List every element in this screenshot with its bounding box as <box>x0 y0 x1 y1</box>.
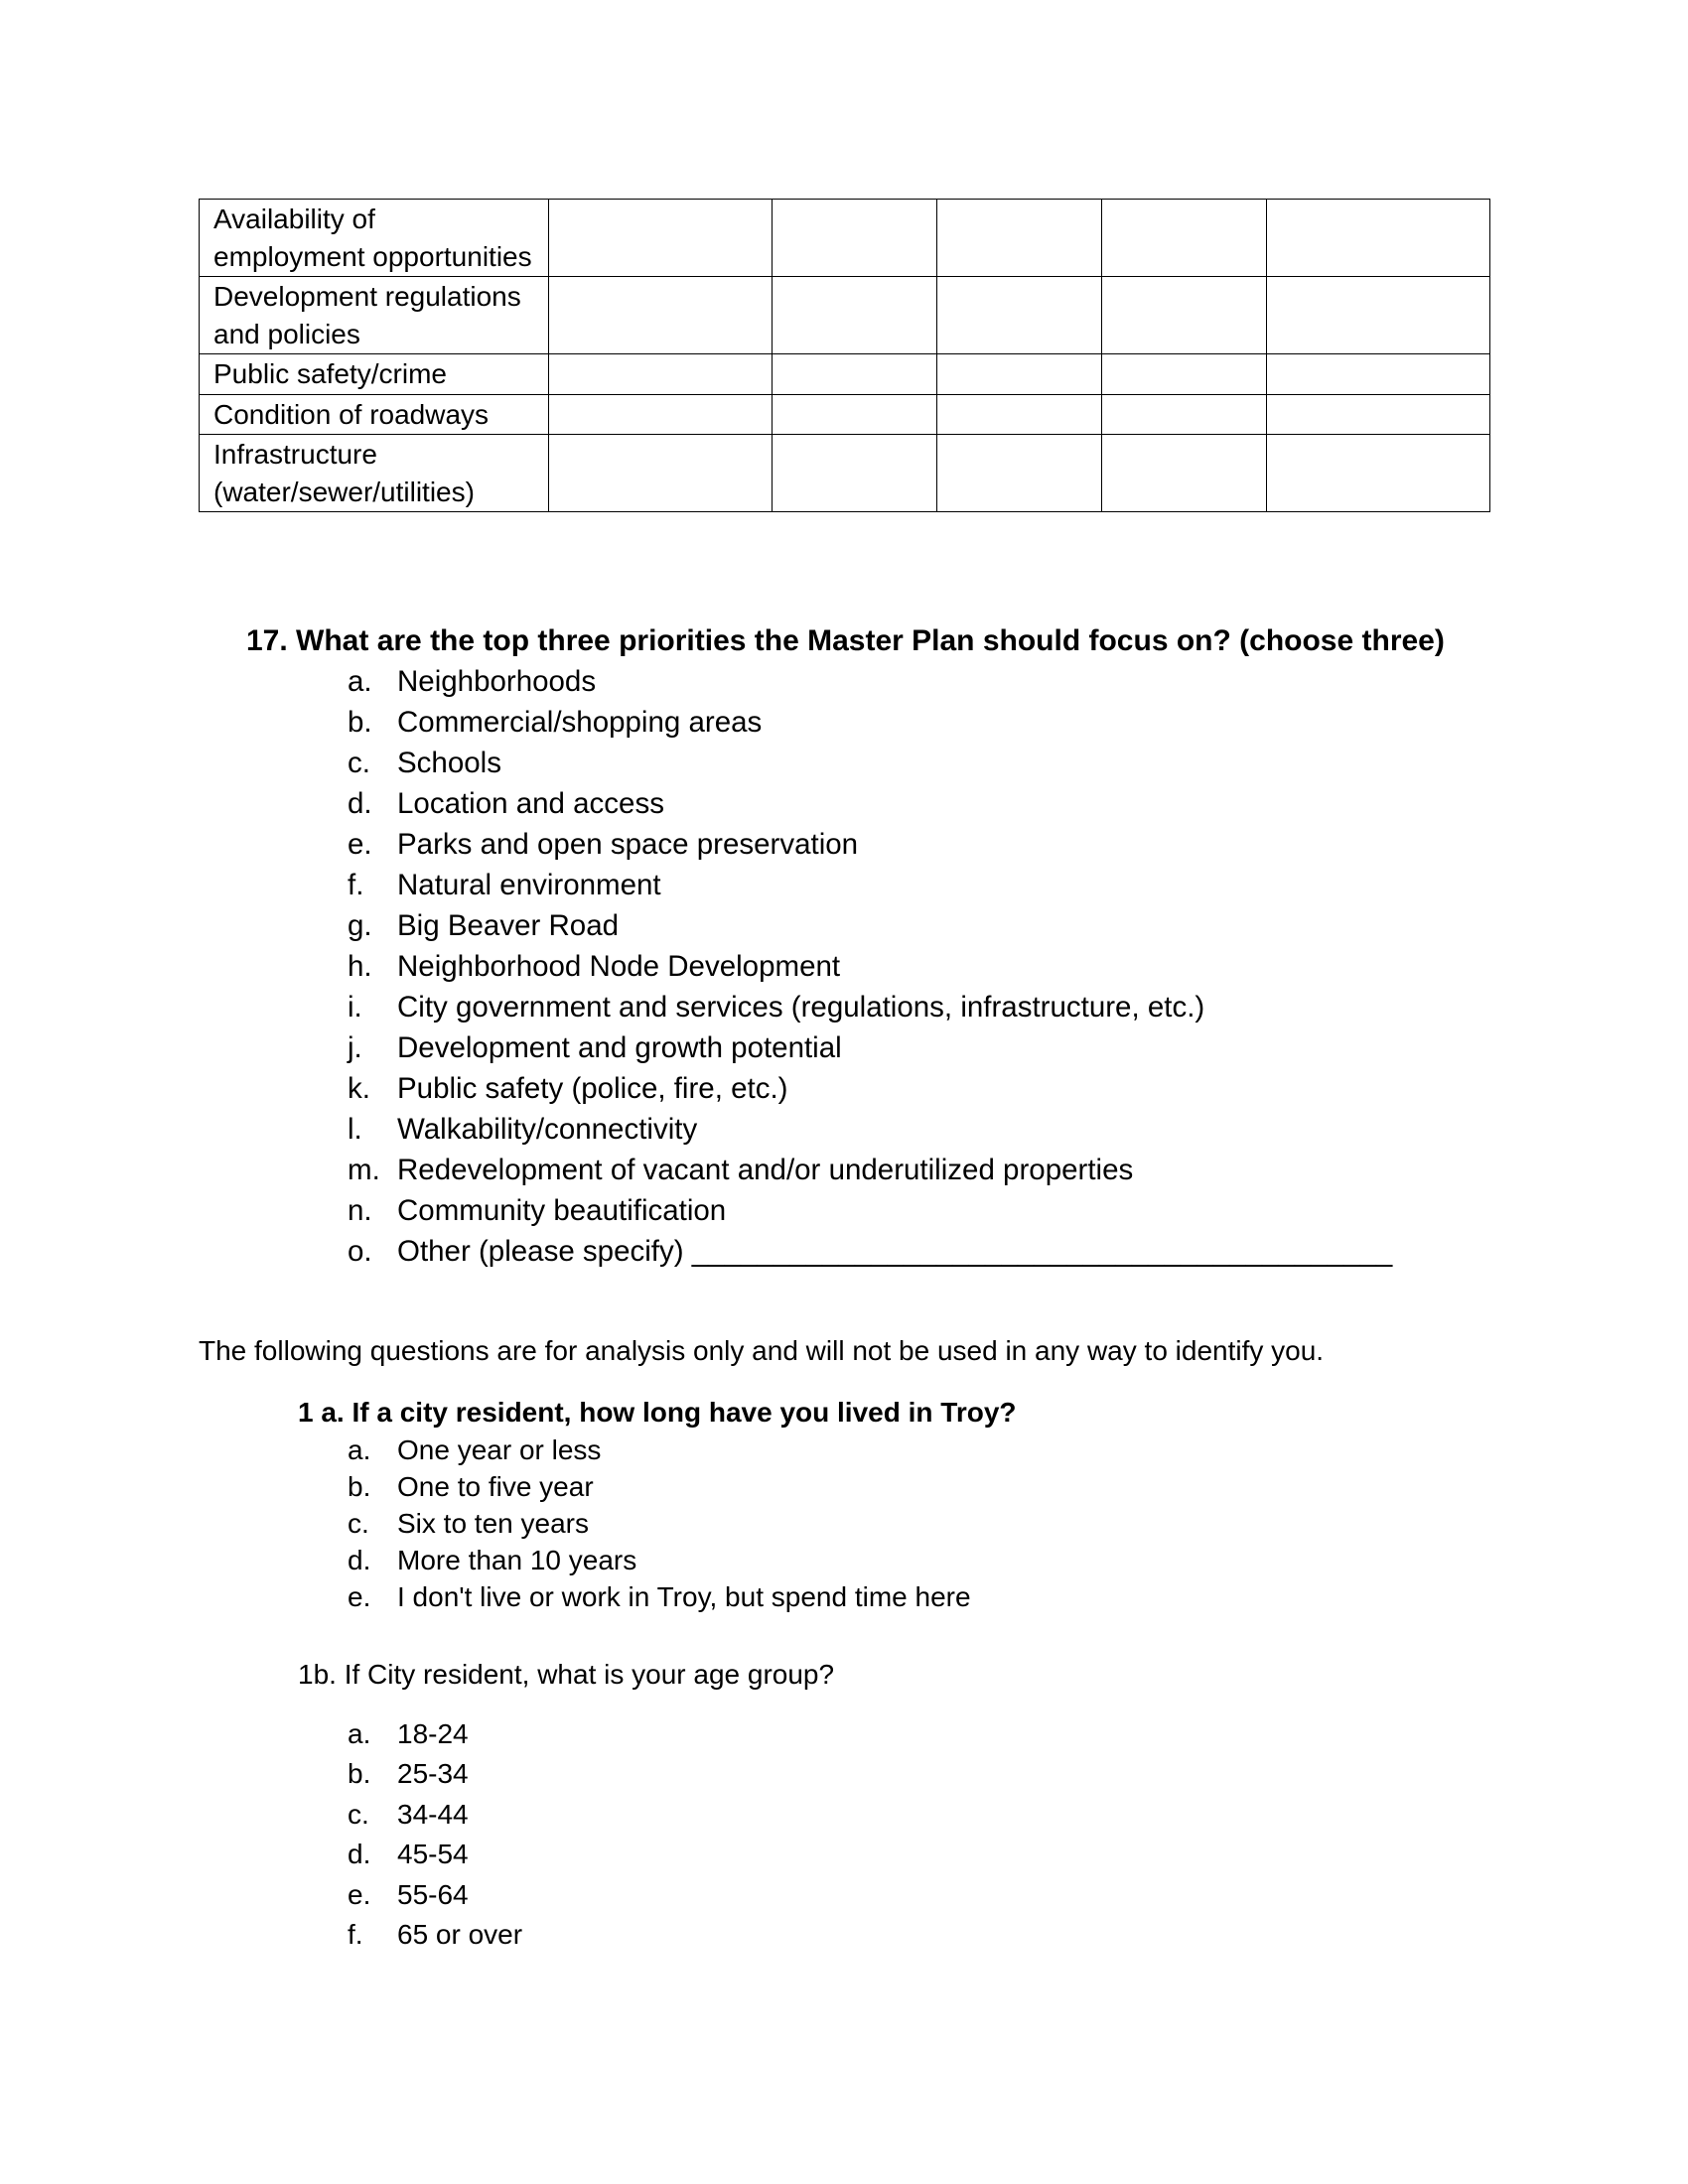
rating-cell[interactable] <box>1102 277 1267 354</box>
table-row <box>200 200 1490 277</box>
option-text: Commercial/shopping areas <box>397 706 763 739</box>
option-letter: b. <box>348 1471 371 1502</box>
analysis-notice: The following questions are for analysis only and will not be used in any way to identify you. <box>199 1335 1325 1366</box>
option-letter: i. <box>348 991 362 1024</box>
rating-cell[interactable] <box>773 394 937 435</box>
rating-cell[interactable] <box>1267 277 1490 354</box>
rating-cell[interactable] <box>1102 200 1267 277</box>
rating-cell[interactable] <box>1102 435 1267 512</box>
row-label: Infrastructure (water/sewer/utilities) <box>200 435 549 512</box>
option-text: 55-64 <box>397 1878 469 1910</box>
option-text: 18-24 <box>397 1718 469 1749</box>
rating-cell[interactable] <box>1267 435 1490 512</box>
option-text: Redevelopment of vacant and/or underutilized properties <box>397 1154 1134 1186</box>
option-text: I don't live or work in Troy, but spend time here <box>397 1581 971 1612</box>
question-1b-heading: 1b. If City resident, what is your age group? <box>298 1659 835 1690</box>
rating-cell[interactable] <box>1267 200 1490 277</box>
option-letter: j. <box>348 1031 362 1064</box>
option-letter: a. <box>348 1434 371 1465</box>
option-text: 34-44 <box>397 1798 469 1830</box>
option-letter: d. <box>348 1839 371 1870</box>
option-letter: c. <box>348 1798 369 1830</box>
rating-cell[interactable] <box>937 200 1102 277</box>
option-text: Community beautification <box>397 1194 727 1227</box>
rating-table <box>199 199 1490 512</box>
option-letter: c. <box>348 747 370 779</box>
table-row <box>200 435 1490 512</box>
rating-cell[interactable] <box>937 394 1102 435</box>
option-letter: d. <box>348 787 372 820</box>
rating-cell[interactable] <box>549 394 773 435</box>
option-text: 25-34 <box>397 1758 469 1790</box>
option-text: 45-54 <box>397 1839 469 1870</box>
option-letter: f. <box>348 1918 363 1950</box>
row-label: Availability of employment opportunities <box>200 200 549 277</box>
rating-cell[interactable] <box>549 435 773 512</box>
rating-cell[interactable] <box>1267 354 1490 395</box>
option-text: Schools <box>397 747 501 779</box>
option-text: Big Beaver Road <box>397 909 620 942</box>
rating-cell[interactable] <box>773 354 937 395</box>
rating-cell[interactable] <box>549 277 773 354</box>
option-letter: o. <box>348 1235 372 1268</box>
table-row <box>200 394 1490 435</box>
rating-cell[interactable] <box>1102 394 1267 435</box>
table-row <box>200 277 1490 354</box>
option-letter: h. <box>348 950 372 983</box>
option-text: More than 10 years <box>397 1545 637 1575</box>
option-letter: a. <box>348 665 372 698</box>
option-letter: b. <box>348 706 372 739</box>
option-text: Walkability/connectivity <box>397 1113 698 1146</box>
option-text: 65 or over <box>397 1918 523 1950</box>
rating-cell[interactable] <box>1267 394 1490 435</box>
row-label: Development regulations and policies <box>200 277 549 354</box>
rating-cell[interactable] <box>773 435 937 512</box>
option-text: City government and services (regulations, infrastructure, etc.) <box>397 991 1205 1024</box>
option-text: One to five year <box>397 1471 594 1502</box>
option-letter: b. <box>348 1758 371 1790</box>
option-letter: m. <box>348 1154 380 1186</box>
row-label: Public safety/crime <box>200 354 549 395</box>
option-letter: k. <box>348 1072 370 1105</box>
rating-cell[interactable] <box>937 277 1102 354</box>
rating-cell[interactable] <box>549 200 773 277</box>
option-text: Location and access <box>397 787 664 820</box>
rating-cell[interactable] <box>1102 354 1267 395</box>
rating-cell[interactable] <box>773 200 937 277</box>
rating-cell[interactable] <box>937 435 1102 512</box>
option-letter: f. <box>348 869 364 901</box>
option-text: One year or less <box>397 1434 602 1465</box>
option-letter: n. <box>348 1194 372 1227</box>
option-letter: g. <box>348 909 372 942</box>
rating-cell[interactable] <box>937 354 1102 395</box>
option-letter: a. <box>348 1718 371 1749</box>
option-letter: e. <box>348 828 372 861</box>
option-text: Neighborhoods <box>397 665 597 698</box>
option-letter: d. <box>348 1545 371 1575</box>
question-17-heading: 17. What are the top three priorities the Master Plan should focus on? (choose three) <box>246 624 1445 657</box>
option-text: Public safety (police, fire, etc.) <box>397 1072 788 1105</box>
option-text: Natural environment <box>397 869 661 901</box>
rating-cell[interactable] <box>549 354 773 395</box>
question-1a-heading: 1 a. If a city resident, how long have you lived in Troy? <box>298 1397 1017 1428</box>
option-letter: c. <box>348 1508 369 1539</box>
row-label: Condition of roadways <box>200 394 549 435</box>
table-row <box>200 354 1490 395</box>
option-text: Six to ten years <box>397 1508 589 1539</box>
option-letter: e. <box>348 1581 371 1612</box>
option-letter: l. <box>348 1113 362 1146</box>
rating-cell[interactable] <box>773 277 937 354</box>
option-letter: e. <box>348 1878 371 1910</box>
option-text-other[interactable]: Other (please specify) ___________________________________________ <box>397 1235 1393 1268</box>
option-text: Neighborhood Node Development <box>397 950 841 983</box>
option-text: Parks and open space preservation <box>397 828 859 861</box>
option-text: Development and growth potential <box>397 1031 842 1064</box>
